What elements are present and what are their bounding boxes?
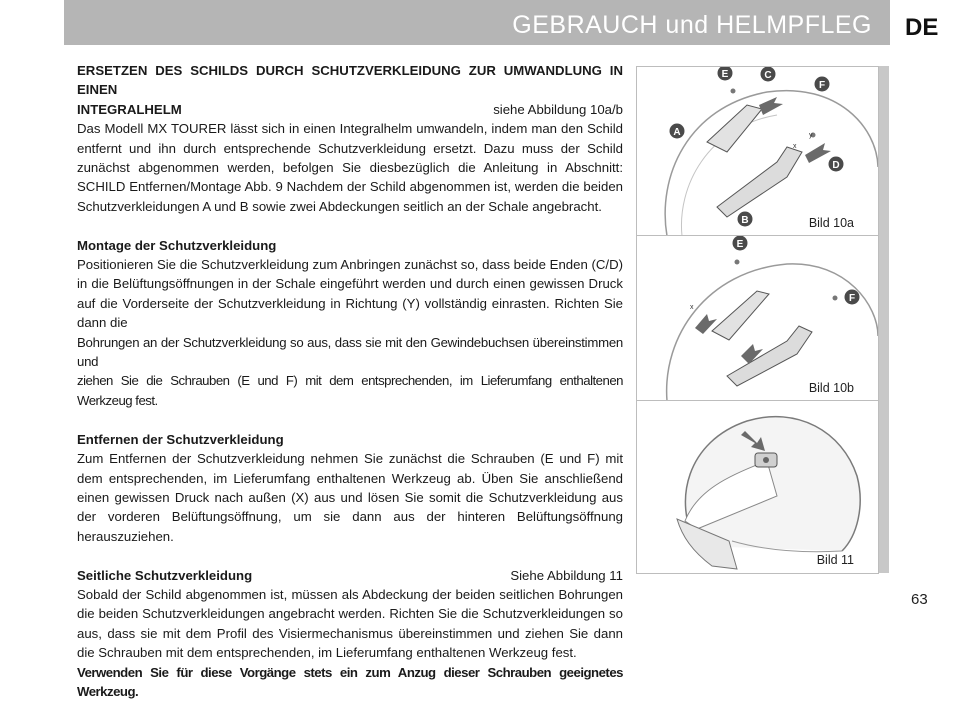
helmet-illustration-10b	[637, 236, 878, 401]
section-heading-row	[77, 100, 623, 119]
section-heading-replace-line2: INTEGRALHELM	[77, 101, 182, 117]
section-heading-mount: Montage der Schutzverkleidung	[77, 237, 277, 253]
page-title: GEBRAUCH und HELMPFLEG	[512, 11, 872, 39]
warning-text: Verwenden Sie für diese Vorgänge stets ein zum Anzug dieser Schrauben geeignetes Werkzeug.	[77, 664, 623, 699]
svg-text:E: E	[721, 69, 729, 80]
section-body-mount: Positionieren Sie die Schutzverkleidung zum Anbringen zunächst so, dass beide Enden (C/D) in die Belüftungsöffnungen in der Schale eingeführt werden und durch einen gewissen Druck auf die Vorderseite der Schutzverkleidung in Richtung (Y) vollständig einrasten. Richten Sie dann die	[77, 257, 623, 331]
label-b	[738, 212, 753, 227]
label-c	[761, 67, 776, 82]
section-body-mount-line3: ziehen Sie die Schrauben (E und F) mit dem entsprechenden, im Lieferumfang enthaltenen Werkzeug fest.	[77, 373, 623, 408]
figure-11	[636, 400, 879, 574]
svg-text:A: A	[673, 127, 681, 138]
label-f-10b	[845, 290, 860, 305]
svg-text:D: D	[832, 160, 840, 171]
arrow-mark-y: y	[809, 132, 813, 139]
section-heading-side: Seitliche Schutzverkleidung	[77, 567, 253, 583]
label-e-10b	[733, 236, 748, 251]
section-body-mount-line2: Bohrungen an der Schutzverkleidung so aus, dass sie mit den Gewindebuchsen übereinstimmen und	[77, 334, 623, 370]
label-e	[718, 67, 733, 81]
section-body-replace: Das Modell MX TOURER lässt sich in einen Integralhelm umwandeln, indem man den Schild entfernt und ihn durch entsprechende Schutzverkleidung ersetzt. Dazu muss der Schild zunächst abgenommen werden, befolgen Sie diesbezüglich die Anleitung in Abschnitt: SCHILD Entfernen/Montage Abb. 9 Nachdem der Schild abgenommen ist, werden die beiden Schutzverkleidungen A und B sowie zwei Abdeckungen seitlich an der Schale angebracht.	[77, 121, 623, 214]
section-heading-replace: ERSETZEN DES SCHILDS DURCH SCHUTZVERKLEIDUNG ZUR UMWANDLUNG IN EINEN	[77, 63, 623, 98]
section-heading-row-side	[77, 566, 623, 585]
arrow-mark-x: x	[793, 143, 797, 150]
svg-text:F: F	[818, 80, 826, 91]
arrow-mark-x-10b: x	[690, 304, 694, 311]
figure-reference-side: Siehe Abbildung 11	[510, 567, 623, 583]
svg-text:C: C	[764, 70, 772, 81]
svg-text:F: F	[848, 293, 856, 304]
language-badge: DE	[905, 14, 939, 41]
svg-text:B: B	[741, 215, 749, 226]
figure-reference: siehe Abbildung 10a/b	[493, 101, 623, 117]
figure-caption-10a: Bild 10a	[808, 216, 854, 230]
figure-10b	[636, 235, 879, 402]
label-d	[829, 157, 844, 172]
section-body-side: Sobald der Schild abgenommen ist, müssen als Abdeckung der beiden seitlichen Bohrungen die beiden Schutzverkleidungen angebracht werden. Richten Sie die Schutzverkleidungen so aus, dass sie mit dem Profil des Visiermechanismus übereinstimmen und ziehen Sie dann die Schrauben mit dem entsprechenden, im Lieferumfang enthaltenen Werkzeug fest.	[77, 586, 623, 661]
label-f	[815, 77, 830, 92]
text-column	[77, 61, 623, 701]
section-heading-remove: Entfernen der Schutzverkleidung	[77, 431, 284, 447]
section-body-remove: Zum Entfernen der Schutzverkleidung nehmen Sie zunächst die Schrauben (E und F) mit dem entsprechenden, im Lieferumfang enthaltenen Werkzeug ab. Üben Sie anschließend einen gewissen Druck nach außen (X) aus und lösen Sie somit die Schutzverkleidung aus der vorderen Belüftungsöffnung, um sie dann aus der hinteren Belüftungsöffnung herauszuziehen.	[77, 451, 623, 544]
helmet-illustration-11	[637, 401, 878, 573]
helmet-illustration-10a	[637, 67, 878, 236]
figure-column	[636, 66, 889, 573]
figure-caption-11: Bild 11	[816, 553, 854, 567]
label-a	[670, 124, 685, 139]
figure-10a	[636, 66, 879, 237]
figure-caption-10b: Bild 10b	[808, 381, 854, 395]
svg-text:E: E	[736, 239, 744, 250]
page-number: 63	[911, 591, 928, 608]
header-bar	[64, 0, 890, 45]
